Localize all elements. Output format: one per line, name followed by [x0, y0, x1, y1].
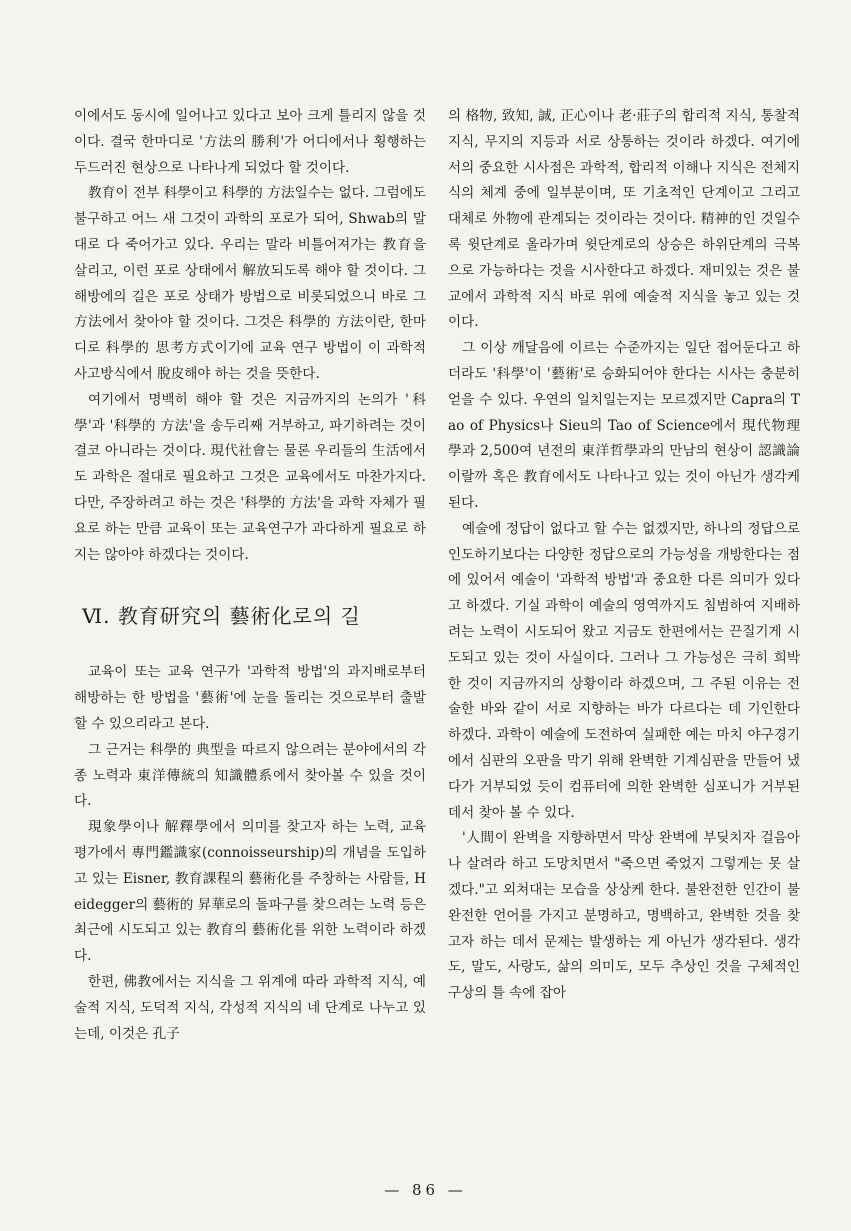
paragraph: 教育이 전부 科學이고 科學的 方法일수는 없다. 그럼에도 불구하고 어느 새 그것이 과학의 포로가 되어, Shwab의 말대로 다 죽어가고 있다. 우리는 말라 비틀어져가는 教育을 살리고, 이런 포로 상태에서 解放되도록 해야 할 것이다. 그 해방에의 길은 포로 상태가 방법으로 비롯되었으니 바로 그 方法에서 찾아야 할 것이다. 그것은 科學的 方法이란, 한마디로 科學的 思考方式이기에 교육 연구 방법이 이 과학적 사고방식에서 脫皮해야 하는 것을 뜻한다. — [74, 185, 426, 382]
left-column — [74, 104, 426, 1047]
paragraph: 예술에 정답이 없다고 할 수는 없겠지만, 하나의 정답으로 인도하기보다는 다양한 정답으로의 가능성을 개방한다는 점에 있어서 예술이 '과학적 방법'과 중요한 다른 의미가 있다고 하겠다. 기실 과학이 예술의 영역까지도 침범하여 지배하려는 노력이 시도되어 왔고 지금도 한편에서는 끈질기게 시도되고 있는 것이 사실이다. 그러나 그 가능성은 극히 희박한 것이 지금까지의 상황이라 하겠으며, 그 주된 이유는 전술한 바와 같이 서로 지향하는 바가 다르다는 데 기인한다 하겠다. 과학이 예술에 도전하여 실패한 예는 마치 야구경기에서 심판의 오판을 막기 위해 완벽한 기계심판을 만들어 냈다가 거부되었 듯이 컴퓨터에 의한 완벽한 심포니가 거부된 데서 찾아 볼 수 있다. — [448, 520, 800, 821]
paragraph: 여기에서 명백히 해야 할 것은 지금까지의 논의가 '科學'과 '科學的 方法'을 송두리째 거부하고, 파기하려는 것이 결코 아니라는 것이다. 現代社會는 물론 우리들의 生活에서도 과학은 절대로 필요하고 그것은 교육에서도 마찬가지다. 다만, 주장하려고 하는 것은 '科學的 方法'을 과학 자체가 필요로 하는 만큼 교육이 또는 교육연구가 과다하게 필요로 하지는 않아야 하겠다는 것이다. — [74, 391, 426, 563]
paragraph: 現象學이나 解釋學에서 의미를 찾고자 하는 노력, 교육 평가에서 專門鑑識家(connoisseurship)의 개념을 도입하고 있는 Eisner, 教育課程의 藝術化를 주창하는 사람들, Heidegger의 藝術的 昇華로의 돌파구를 찾으려는 노력 등은 최근에 시도되고 있는 教育의 藝術化를 위한 노력이라 하겠다. — [74, 819, 426, 965]
paragraph: 한편, 佛教에서는 지식을 그 위계에 따라 과학적 지식, 예술적 지식, 도덕적 지식, 각성적 지식의 네 단계로 나누고 있는데, 이것은 孔子 — [74, 973, 426, 1042]
section-title: Ⅵ. 教育研究의 藝術化로의 길 — [82, 604, 361, 629]
paragraph: '人間이 완벽을 지향하면서 막상 완벽에 부딪치자 걸음아 나 살려라 하고 도망치면서 "죽으면 죽었지 그렇게는 못 살겠다."고 외쳐대는 모습을 상상케 한다. 불완전한 인간이 불완전한 언어를 가지고 분명하고, 명백하고, 완벽한 것을 찾고자 하는 데서 문제는 발생하는 게 아닌가 생각된다. 생각도, 말도, 사랑도, 삶의 의미도, 모두 추상인 것을 구체적인 구상의 틀 속에 잡아 — [448, 830, 800, 1002]
paragraph: 의 格物, 致知, 誠, 正心이나 老·莊子의 합리적 지식, 통찰적 지식, 무지의 지등과 서로 상통하는 것이라 하겠다. 여기에서의 중요한 시사점은 과학적, 합리적 이해나 지식은 전체지식의 체계 중에 일부분이며, 또 기초적인 단계이고 그리고 대체로 外物에 관계되는 것이라는 것이다. 精神的인 것일수록 윗단계로 올라가며 윗단계로의 상승은 하위단계의 극복으로 가능하다는 것을 시사한다고 하겠다. 재미있는 것은 불교에서 과학적 지식 바로 위에 예술적 지식을 놓고 있는 것이다. — [448, 108, 800, 331]
paragraph: 그 근거는 科學的 典型을 따르지 않으려는 분야에서의 각종 노력과 東洋傳統의 知識體系에서 찾아볼 수 있을 것이다. — [74, 741, 426, 810]
paragraph: 교육이 또는 교육 연구가 '과학적 방법'의 과지배로부터 해방하는 한 방법을 '藝術'에 눈을 돌리는 것으로부터 출발할 수 있으리라고 본다. — [74, 664, 426, 732]
paragraph: 그 이상 깨달음에 이르는 수준까지는 일단 접어둔다고 하더라도 '科學'이 '藝術'로 승화되어야 한다는 시사는 충분히 얻을 수 있다. 우연의 일치일는지는 모르겠지만 Capra의 Tao of Physics나 Sieu의 Tao of Science에서 現代物理學과 2,500여 년전의 東洋哲學과의 만남의 현상이 認識論이랄까 혹은 教育에서도 나타나고 있는 것이 아닌가 생각케 된다. — [448, 340, 800, 511]
right-column — [448, 104, 800, 1007]
page-number: — 86 — — [384, 1181, 467, 1199]
paragraph: 이에서도 동시에 일어나고 있다고 보아 크게 틀리지 않을 것이다. 결국 한마디로 '方法의 勝利'가 어디에서나 횡행하는 두드러진 현상으로 나타나게 되었다 할 것이다. — [74, 108, 426, 176]
